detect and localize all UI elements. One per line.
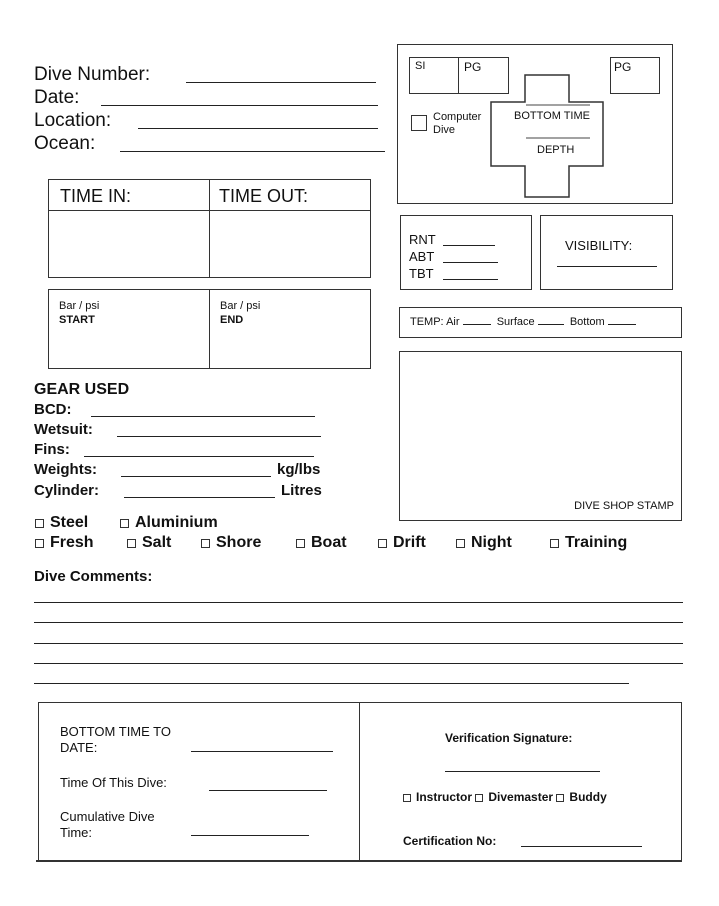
option-boat[interactable]: Boat xyxy=(296,534,347,552)
temp-label: TEMP: xyxy=(410,316,444,328)
option-drift[interactable]: Drift xyxy=(378,534,426,552)
temp-bottom-label: Bottom xyxy=(569,316,605,328)
checkbox-icon xyxy=(35,539,44,548)
bottom-time-cross xyxy=(490,74,604,198)
temp-air-label: Air xyxy=(446,316,460,328)
checkbox-icon xyxy=(550,539,559,548)
time-in-label: TIME IN: xyxy=(60,186,131,206)
role-buddy[interactable]: Buddy xyxy=(556,790,606,804)
time-out-label: TIME OUT: xyxy=(219,186,308,206)
temp-surface-label: Surface xyxy=(496,316,535,328)
verification-signature-field[interactable] xyxy=(445,771,600,772)
bottom-time-label: BOTTOM TIME xyxy=(514,110,590,122)
cylinder-unit: Litres xyxy=(281,482,322,499)
checkbox-icon xyxy=(296,539,305,548)
weights-field[interactable] xyxy=(121,476,271,477)
checkbox-icon xyxy=(403,794,411,802)
option-fresh[interactable]: Fresh xyxy=(35,534,94,552)
bottom-time-to-date-field[interactable] xyxy=(191,751,333,752)
start-pressure-unit: Bar / psi xyxy=(59,300,100,312)
bottom-time-to-date-label: BOTTOM TIME TO DATE: xyxy=(60,724,171,755)
date-field[interactable] xyxy=(101,105,378,106)
time-out-field[interactable] xyxy=(212,213,367,273)
cylinder-field[interactable] xyxy=(124,497,275,498)
visibility-box xyxy=(540,215,673,290)
depth-label: DEPTH xyxy=(537,144,575,156)
comment-line[interactable] xyxy=(34,643,683,644)
bottom-temp-field[interactable] xyxy=(608,324,636,325)
pressure-box xyxy=(48,289,371,369)
visibility-field[interactable] xyxy=(557,266,657,267)
air-temp-field[interactable] xyxy=(463,324,491,325)
comment-line[interactable] xyxy=(34,602,683,603)
verifier-role-options xyxy=(403,790,607,804)
option-training[interactable]: Training xyxy=(550,534,627,552)
bcd-field[interactable] xyxy=(91,416,315,417)
dive-shop-stamp-label: DIVE SHOP STAMP xyxy=(574,499,674,512)
checkbox-icon xyxy=(556,794,564,802)
cylinder-label: Cylinder: xyxy=(34,482,100,499)
comment-line[interactable] xyxy=(34,663,683,664)
fins-label: Fins: xyxy=(34,441,70,458)
pg-right-box[interactable] xyxy=(610,57,660,94)
ocean-field[interactable] xyxy=(120,151,385,152)
role-instructor[interactable]: Instructor xyxy=(403,790,472,804)
checkbox-icon xyxy=(201,539,210,548)
option-salt[interactable]: Salt xyxy=(127,534,171,552)
time-this-dive-field[interactable] xyxy=(209,790,327,791)
verification-signature-label: Verification Signature: xyxy=(445,731,573,745)
fins-field[interactable] xyxy=(84,456,314,457)
checkbox-icon xyxy=(475,794,483,802)
time-in-field[interactable] xyxy=(51,213,206,273)
gear-used-title: GEAR USED xyxy=(34,381,130,398)
role-divemaster[interactable]: Divemaster xyxy=(475,790,553,804)
tbt-label: TBT xyxy=(409,266,434,281)
nitrogen-box xyxy=(400,215,532,290)
dive-number-label: Dive Number: xyxy=(34,64,151,85)
dive-comments-label: Dive Comments: xyxy=(34,568,153,585)
ocean-label: Ocean: xyxy=(34,133,96,154)
bcd-label: BCD: xyxy=(34,401,72,418)
weights-label: Weights: xyxy=(34,461,98,478)
pg-right-label: PG xyxy=(614,60,632,74)
rnt-field[interactable] xyxy=(443,245,495,246)
option-steel[interactable]: Steel xyxy=(35,514,88,532)
checkbox-icon xyxy=(127,539,136,548)
dive-number-field[interactable] xyxy=(186,82,376,83)
cumulative-dive-time-field[interactable] xyxy=(191,835,309,836)
cumulative-dive-time-label: Cumulative Dive Time: xyxy=(60,809,155,840)
checkbox-icon xyxy=(120,519,129,528)
checkbox-icon xyxy=(35,519,44,528)
dive-shop-stamp-box[interactable] xyxy=(399,351,682,521)
option-night[interactable]: Night xyxy=(456,534,512,552)
end-pressure-unit: Bar / psi xyxy=(220,300,261,312)
wetsuit-label: Wetsuit: xyxy=(34,421,93,438)
comment-line[interactable] xyxy=(34,622,683,623)
computer-dive-label: Computer Dive xyxy=(433,111,482,137)
location-field[interactable] xyxy=(138,128,378,129)
abt-label: ABT xyxy=(409,249,435,264)
surface-temp-field[interactable] xyxy=(538,324,564,325)
abt-field[interactable] xyxy=(443,262,498,263)
date-label: Date: xyxy=(34,87,80,108)
location-label: Location: xyxy=(34,110,112,131)
temp-box xyxy=(399,307,682,338)
pg-left-label: PG xyxy=(464,60,482,74)
tbt-field[interactable] xyxy=(443,279,498,280)
time-box xyxy=(48,179,371,278)
weights-unit: kg/lbs xyxy=(277,461,321,478)
time-this-dive-label: Time Of This Dive: xyxy=(60,775,167,790)
computer-dive-checkbox[interactable] xyxy=(411,115,427,131)
end-pressure-label: END xyxy=(220,314,244,326)
rnt-label: RNT xyxy=(409,232,436,247)
option-aluminium[interactable]: Aluminium xyxy=(120,514,218,532)
si-label: SI xyxy=(415,60,426,72)
wetsuit-field[interactable] xyxy=(117,436,321,437)
si-box[interactable] xyxy=(409,57,459,94)
certification-number-field[interactable] xyxy=(521,846,642,847)
comment-line[interactable] xyxy=(34,683,629,684)
option-shore[interactable]: Shore xyxy=(201,534,261,552)
checkbox-icon xyxy=(378,539,387,548)
certification-number-label: Certification No: xyxy=(403,834,497,848)
checkbox-icon xyxy=(456,539,465,548)
start-pressure-label: START xyxy=(59,314,95,326)
visibility-label: VISIBILITY: xyxy=(565,238,633,253)
